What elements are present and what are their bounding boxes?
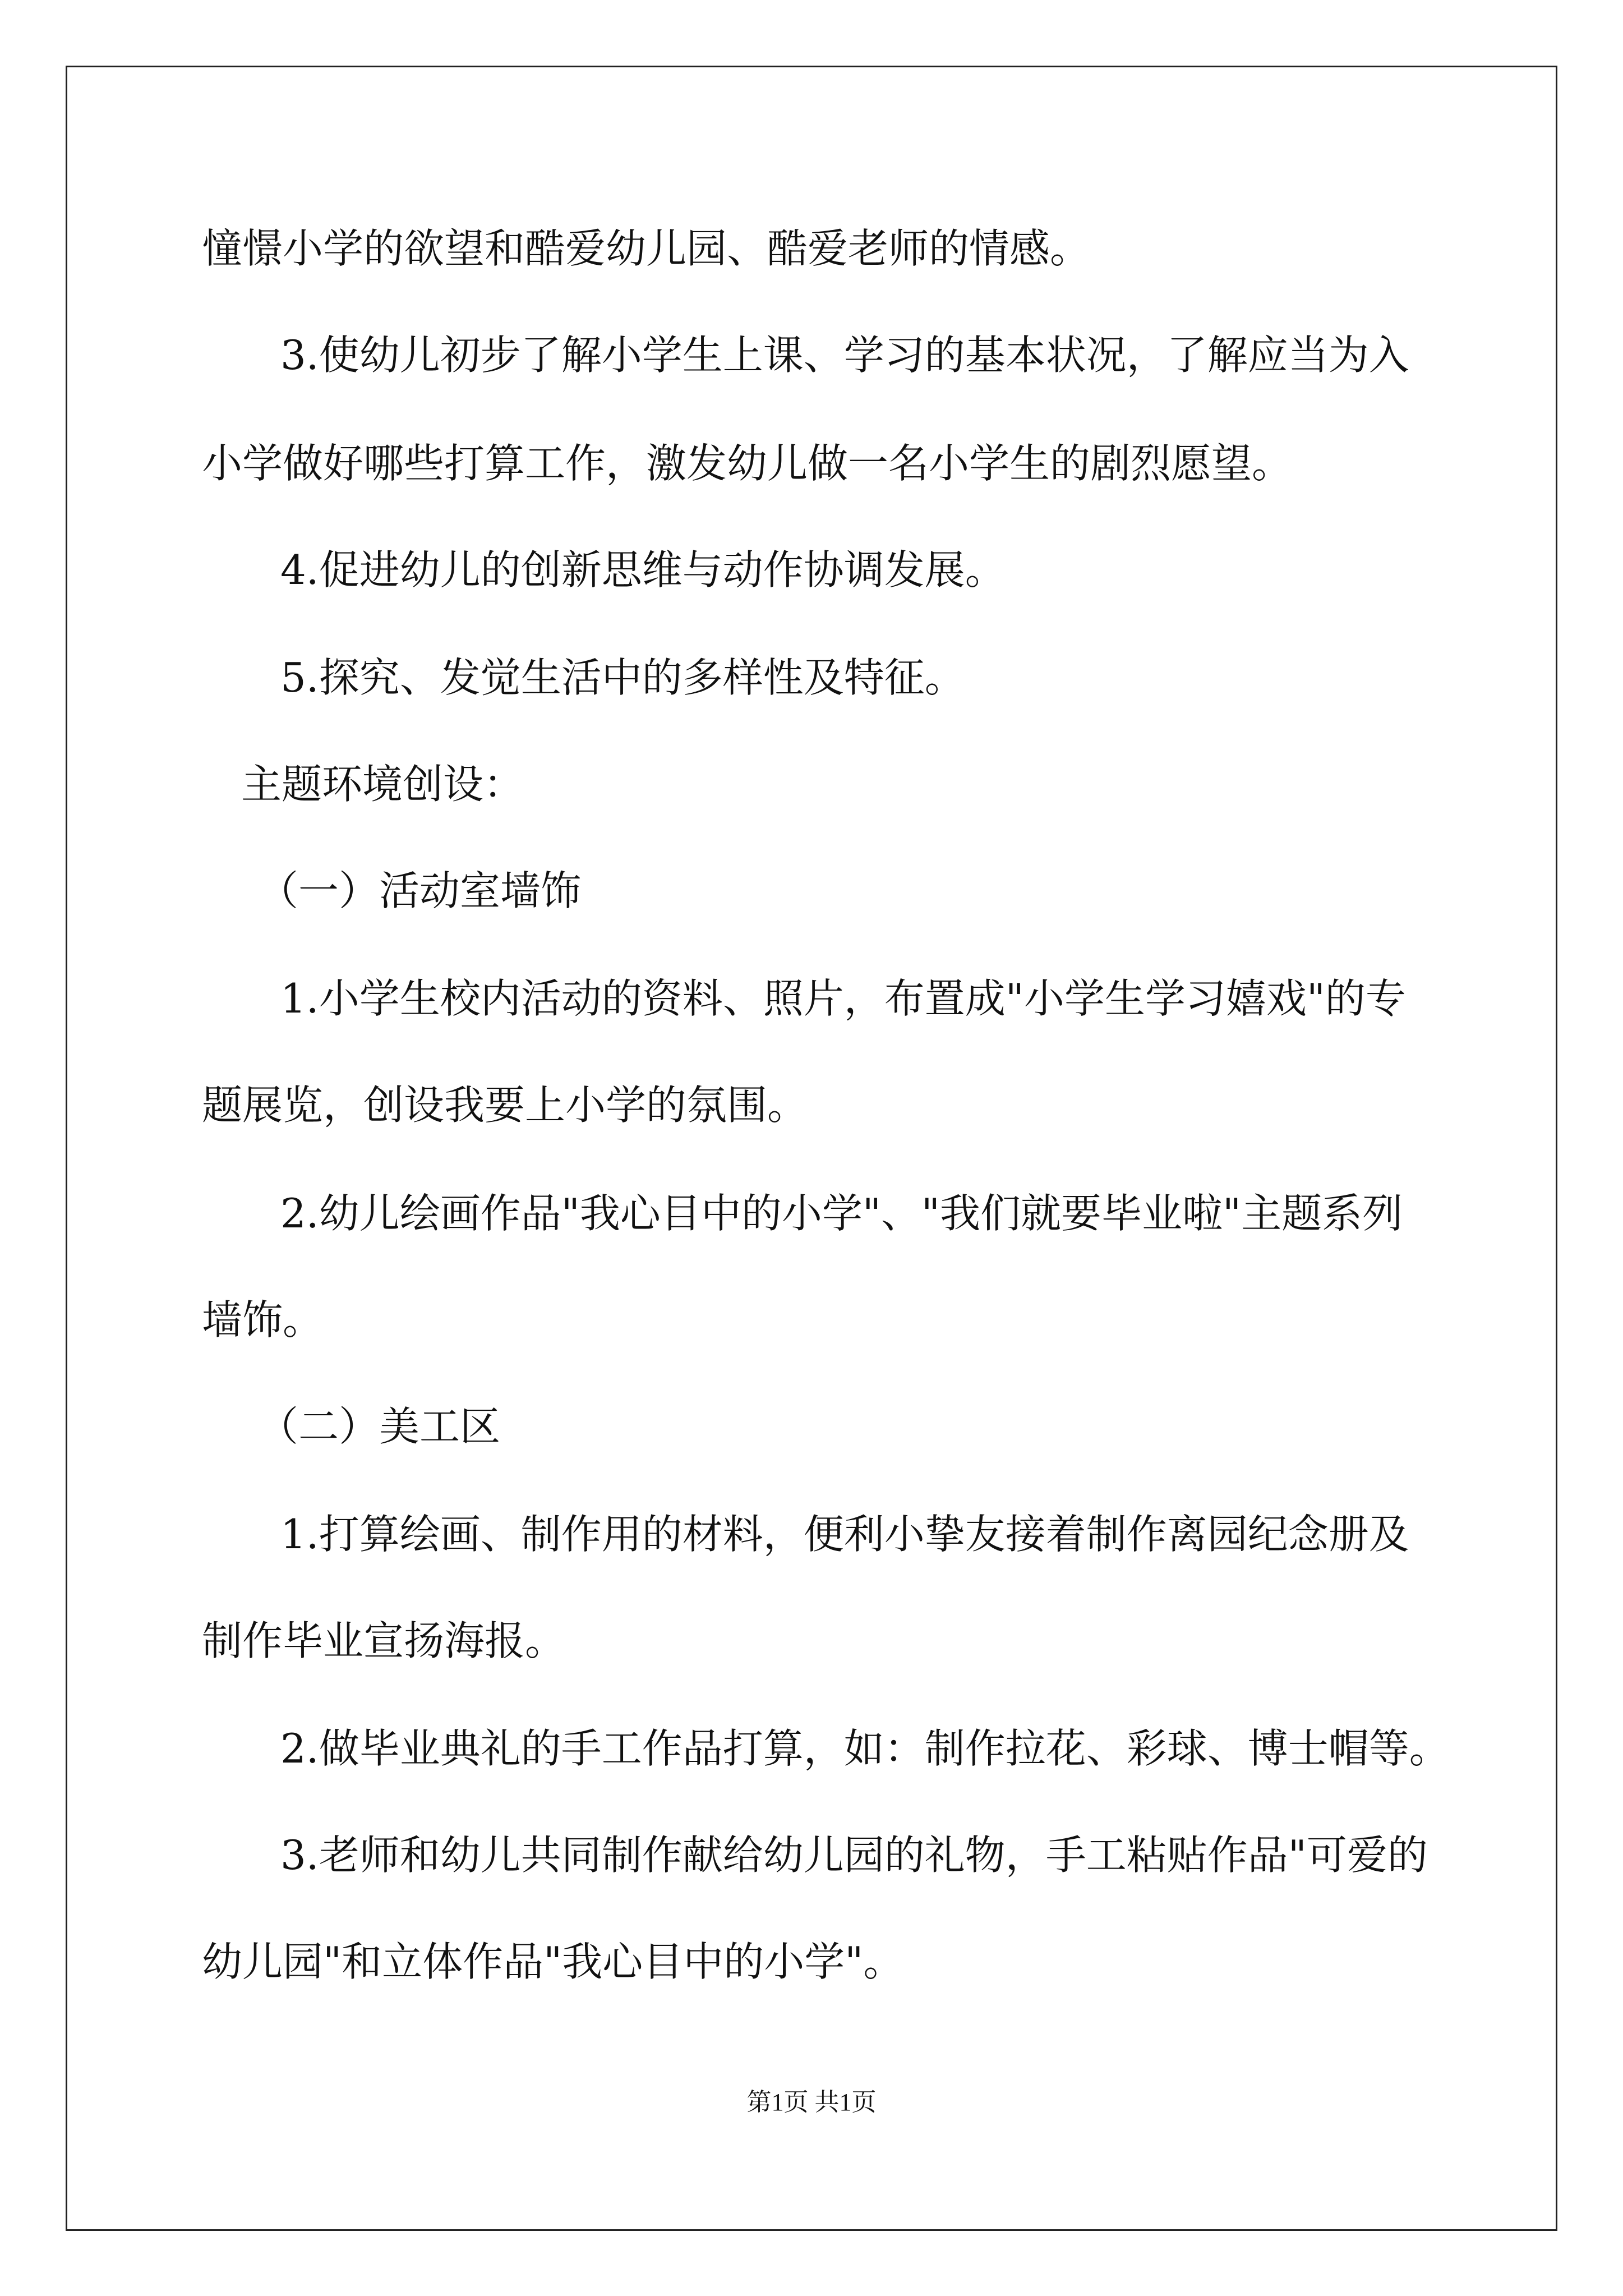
paragraph-line: 2.幼儿绘画作品"我心目中的小学"、"我们就要毕业啦"主题系列 [280, 1190, 1403, 1237]
section-heading: 主题环境创设： [241, 761, 524, 808]
paragraph-line: 题展览，创设我要上小学的氛围。 [202, 1082, 808, 1129]
section-subheading: （一）活动室墙饰 [258, 867, 582, 914]
paragraph-line: 制作毕业宣扬海报。 [202, 1617, 566, 1664]
paragraph-line: 1.小学生校内活动的资料、照片，布置成"小学生学习嬉戏"的专 [280, 975, 1406, 1022]
paragraph-line: 5.探究、发觉生活中的多样性及特征。 [280, 654, 965, 701]
paragraph-line: 憧憬小学的欲望和酷爱幼儿园、酷爱老师的情感。 [202, 225, 1091, 272]
paragraph-line: 1.打算绘画、制作用的材料，便利小挚友接着制作离园纪念册及 [280, 1511, 1409, 1558]
paragraph-line: 4.促进幼儿的创新思维与动作协调发展。 [280, 546, 1006, 593]
paragraph-line: 小学做好哪些打算工作，激发幼儿做一名小学生的剧烈愿望。 [202, 440, 1293, 487]
section-subheading: （二）美工区 [258, 1403, 501, 1450]
paragraph-line: 3.老师和幼儿共同制作献给幼儿园的礼物，手工粘贴作品"可爱的 [280, 1832, 1428, 1879]
paragraph-line: 墙饰。 [202, 1296, 324, 1343]
paragraph-line: 2.做毕业典礼的手工作品打算，如：制作拉花、彩球、博士帽等。 [280, 1725, 1450, 1772]
paragraph-line: 幼儿园"和立体作品"我心目中的小学"。 [202, 1938, 904, 1985]
page-border [66, 66, 1557, 2231]
page-footer: 第1页 共1页 [746, 2088, 877, 2116]
paragraph-line: 3.使幼儿初步了解小学生上课、学习的基本状况，了解应当为入 [280, 332, 1409, 379]
